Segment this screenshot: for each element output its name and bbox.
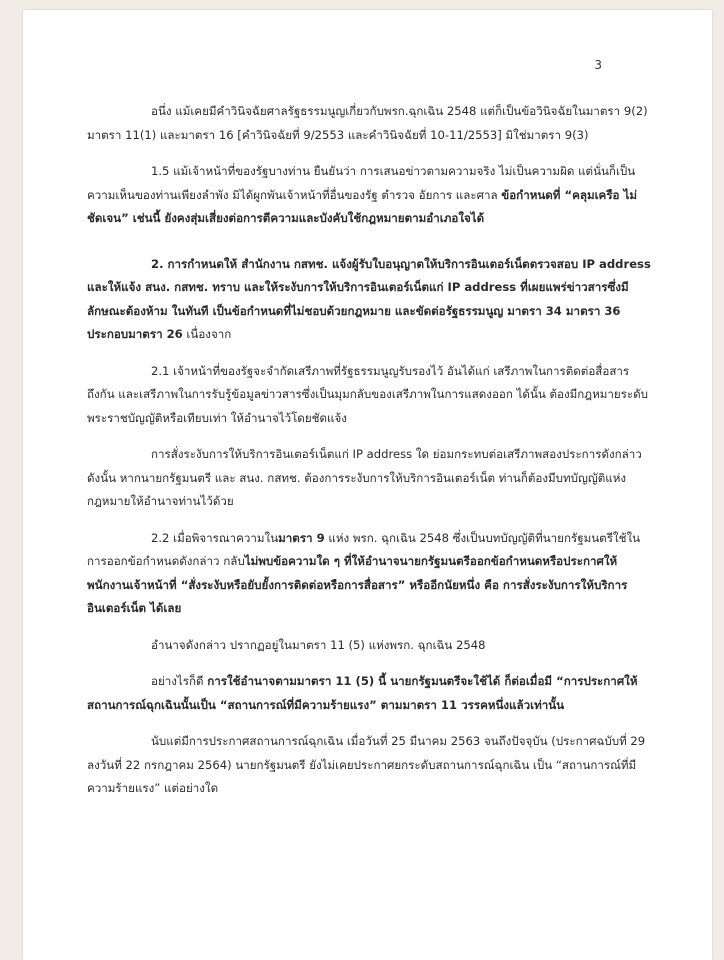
document-page (23, 10, 712, 960)
bold-text-run: 2. การกำหนดให้ สำนักงาน กสทช. แจ้งผู้รับใบอนุญาตให้บริการอินเตอร์เน็ตตรวจสอบ IP address และให้แจ้ง สนง. กสทช. ทราบ และให้ระงับการให้บริการอินเตอร์เน็ตแก่ IP address ที่เผยแพร่ข่าวสารซึ่งมีลักษณะต้องห้าม ในทันที เป็นข้อกำหนดที่ไม่ชอบด้วยกฎหมาย และขัดต่อรัฐธรรมนูญ มาตรา 34 มาตรา 36 ประกอบมาตรา 26 (87, 256, 651, 341)
document-body (87, 100, 653, 814)
text-run: 2.2 เมื่อพิจารณาความใน (151, 530, 279, 545)
text-run: อำนาจดังกล่าว ปรากฏอยู่ในมาตรา 11 (5) แห่งพรก. ฉุกเฉิน 2548 (151, 637, 486, 652)
text-run: นับแต่มีการประกาศสถานการณ์ฉุกเฉิน เมื่อวันที่ 25 มีนาคม 2563 จนถึงปัจจุบัน (ประกาศฉบับที่ 29 ลงวันที่ 22 กรกฎาคม 2564) นายกรัฐมนตรี ยังไม่เคยประกาศยกระดับสถานการณ์ฉุกเฉิน เป็น “สถานการณ์ที่มีความร้ายแรง” แต่อย่างใด (87, 734, 646, 795)
text-run: 2.1 เจ้าหน้าที่ของรัฐจะจำกัดเสรีภาพที่รัฐธรรมนูญรับรองไว้ อันได้แก่ เสรีภาพในการติดต่อสื่อสารถึงกัน และเสรีภาพในการรับรู้ข้อมูลข่าวสารซึ่งเป็นมุมกลับของเสรีภาพในการแสดงออก ได้นั้น ต้องมีกฎหมายระดับพระราชบัญญัติหรือเทียบเท่า ให้อำนาจไว้โดยชัดแจ้ง (87, 363, 649, 425)
text-run: อนึ่ง แม้เคยมีคำวินิจฉัยศาลรัฐธรรมนูญเกี่ยวกับพรก.ฉุกเฉิน 2548 แต่ก็เป็นข้อวินิจฉัยในมาตรา 9(2) มาตรา 11(1) และมาตรา 16 [คำวินิจฉัยที่ 9/2553 และคำวินิจฉัยที่ 10-11/2553] มิใช่มาตรา 9(3) (87, 104, 648, 142)
paragraph (87, 670, 653, 717)
paragraph (87, 527, 653, 621)
paragraph (87, 100, 653, 147)
text-run: เนื่องจาก (182, 327, 232, 341)
bold-text-run: การใช้อำนาจตามมาตรา 11 (5) นี้ นายกรัฐมนตรีจะใช้ได้ ก็ต่อเมื่อมี “การประกาศให้สถานการณ์ฉุกเฉินนั้นเป็น “สถานการณ์ที่มีความร้ายแรง” ตามมาตรา 11 วรรคหนึ่งแล้วเท่านั้น (87, 674, 638, 712)
paragraph (87, 160, 653, 231)
text-run: การสั่งระงับการให้บริการอินเตอร์เน็ตแก่ IP address ใด ย่อมกระทบต่อเสรีภาพสองประการดังกล่าว ดังนั้น หากนายกรัฐมนตรี และ สนง. กสทช. ต้องการระงับการให้บริการอินเตอร์เน็ต ท่านก็ต้องมีบทบัญญัติแห่งกฎหมายให้อำนาจท่านไว้ด้วย (87, 447, 642, 508)
bold-text-run: ไม่พบข้อความใด ๆ ที่ให้อำนาจนายกรัฐมนตรีออกข้อกำหนดหรือประกาศให้พนักงานเจ้าหน้าที่ “สั่งระงับหรือยับยั้งการติดต่อหรือการสื่อสาร” หรืออีกนัยหนึ่ง คือ การสั่งระงับการให้บริการอินเตอร์เน็ต ได้เลย (87, 554, 628, 615)
paragraph (87, 443, 653, 514)
text-run: แห่ง พรก. ฉุกเฉิน 2548 ซึ่งเป็นบทบัญญัติที่นายกรัฐมนตรีใช้ในการออกข้อกำหนดดังกล่าว กลับ (87, 530, 641, 568)
text-run: 1.5 แม้เจ้าหน้าที่ของรัฐบางท่าน ยืนยันว่า การเสนอข่าวตามความจริง ไม่เป็นความผิด แต่นั่นก็เป็นความเห็นของท่านเพียงลำพัง มิได้ผูกพันเจ้าหน้าที่อื่นของรัฐ ตำรวจ อัยการ และศาล (87, 164, 636, 202)
paragraph (87, 730, 653, 801)
paragraph (87, 634, 653, 658)
bold-text-run: มาตรา 9 (278, 530, 325, 545)
text-run: อย่างไรก็ดี (151, 674, 208, 688)
bold-text-run: ข้อกำหนดที่ “คลุมเครือ ไม่ชัดเจน” เช่นนี้ ยังคงสุ่มเสี่ยงต่อการตีความและบังคับใช้กฎหมายตามอำเภอใจได้ (87, 187, 638, 225)
paragraph (87, 360, 653, 431)
page-number: 3 (594, 58, 602, 72)
paragraph (87, 253, 653, 347)
